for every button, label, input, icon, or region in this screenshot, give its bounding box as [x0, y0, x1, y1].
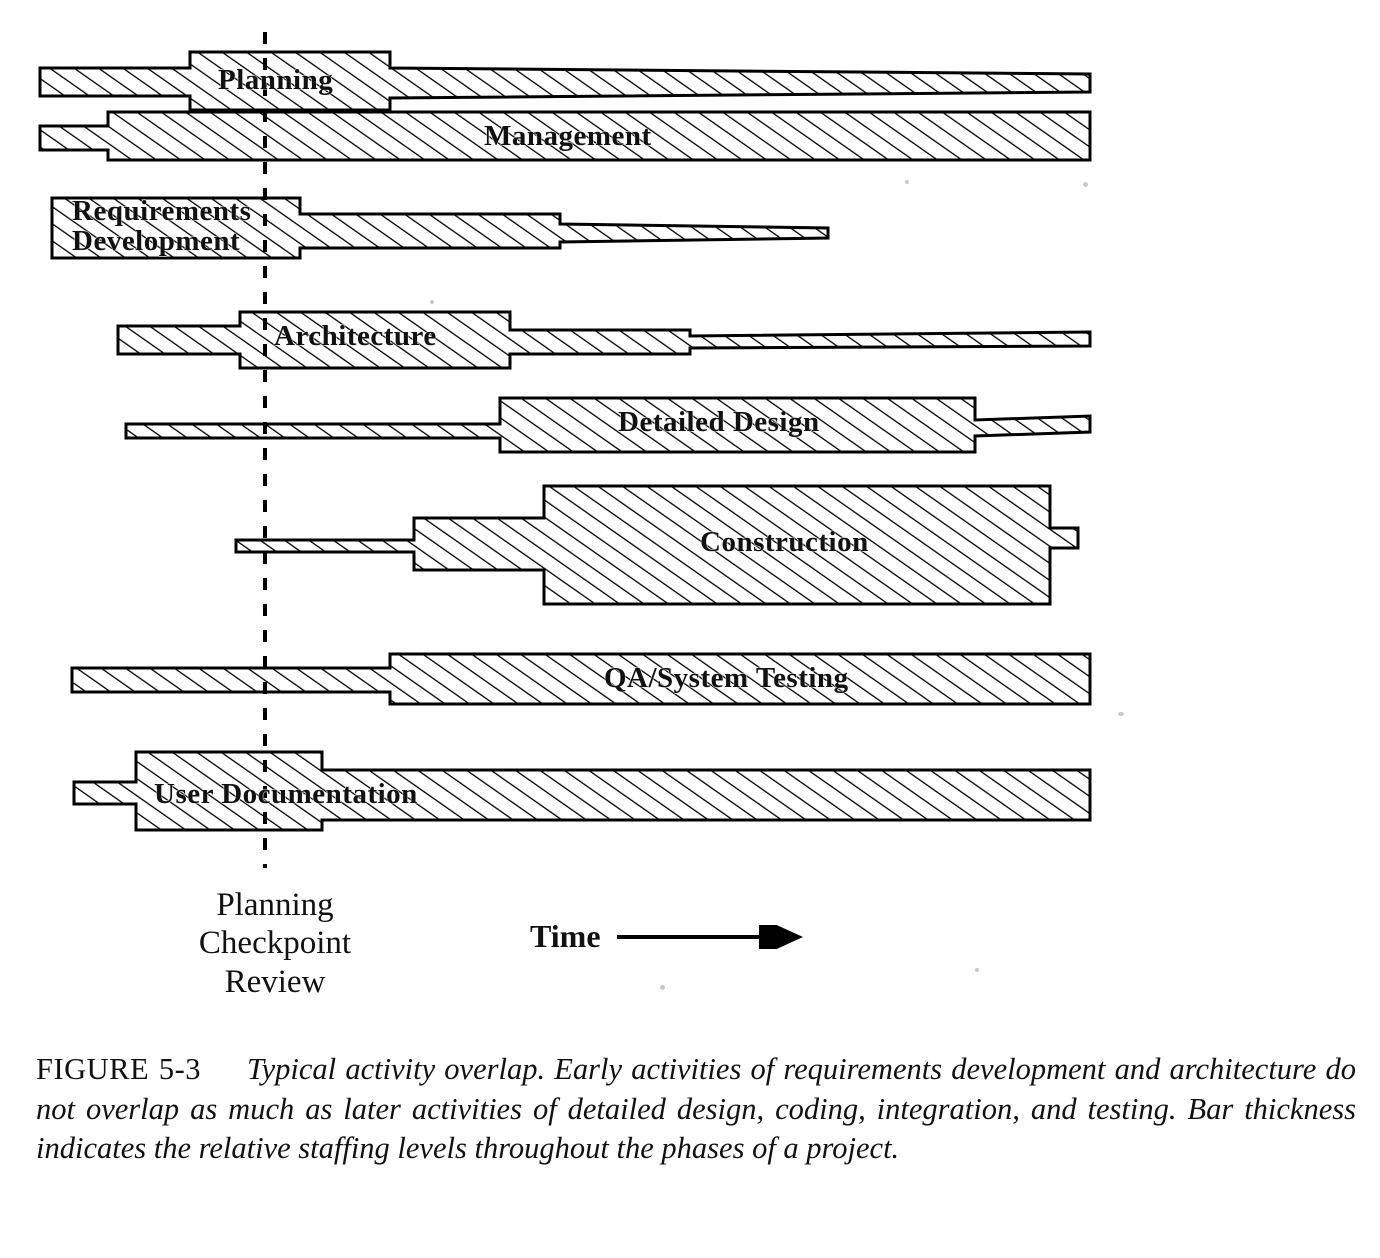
bar-label-qa-system-testing: QA/System Testing — [604, 662, 849, 694]
figure-caption — [36, 1050, 1356, 1169]
bar-management — [40, 112, 1090, 160]
figure-number: FIGURE 5-3 — [36, 1052, 201, 1086]
time-arrow-icon — [615, 925, 815, 949]
checkpoint-line-3: Review — [224, 963, 326, 1000]
bar-label-requirements-development: Requirements Development — [72, 195, 252, 258]
checkpoint-line-2: Checkpoint — [198, 925, 352, 962]
bar-label-detailed-design: Detailed Design — [618, 406, 820, 438]
bar-label-planning: Planning — [218, 64, 334, 96]
bar-label-architecture: Architecture — [274, 320, 437, 352]
bar-detailed-design — [126, 398, 1090, 452]
checkpoint-line-1: Planning — [216, 887, 334, 923]
figure-caption-text: Typical activity overlap. Early activities of requirements development and architecture do not overlap as much as later activities of detailed design, coding, integration, and testing. Bar thickness indicates the relative staffing levels throughout the phases of a project. — [36, 1052, 1357, 1166]
bar-label-user-documentation: User Documentation — [154, 778, 418, 810]
planning-checkpoint-label — [160, 886, 390, 1001]
time-axis — [530, 918, 815, 955]
time-axis-label: Time — [530, 918, 601, 954]
bar-label-construction: Construction — [700, 526, 869, 558]
bar-user-documentation — [74, 752, 1090, 830]
bar-planning — [40, 52, 1090, 110]
bar-requirements-development — [52, 195, 828, 258]
bar-qa-system-testing — [72, 654, 1090, 704]
bar-construction — [236, 486, 1078, 604]
bar-label-management: Management — [484, 120, 652, 152]
